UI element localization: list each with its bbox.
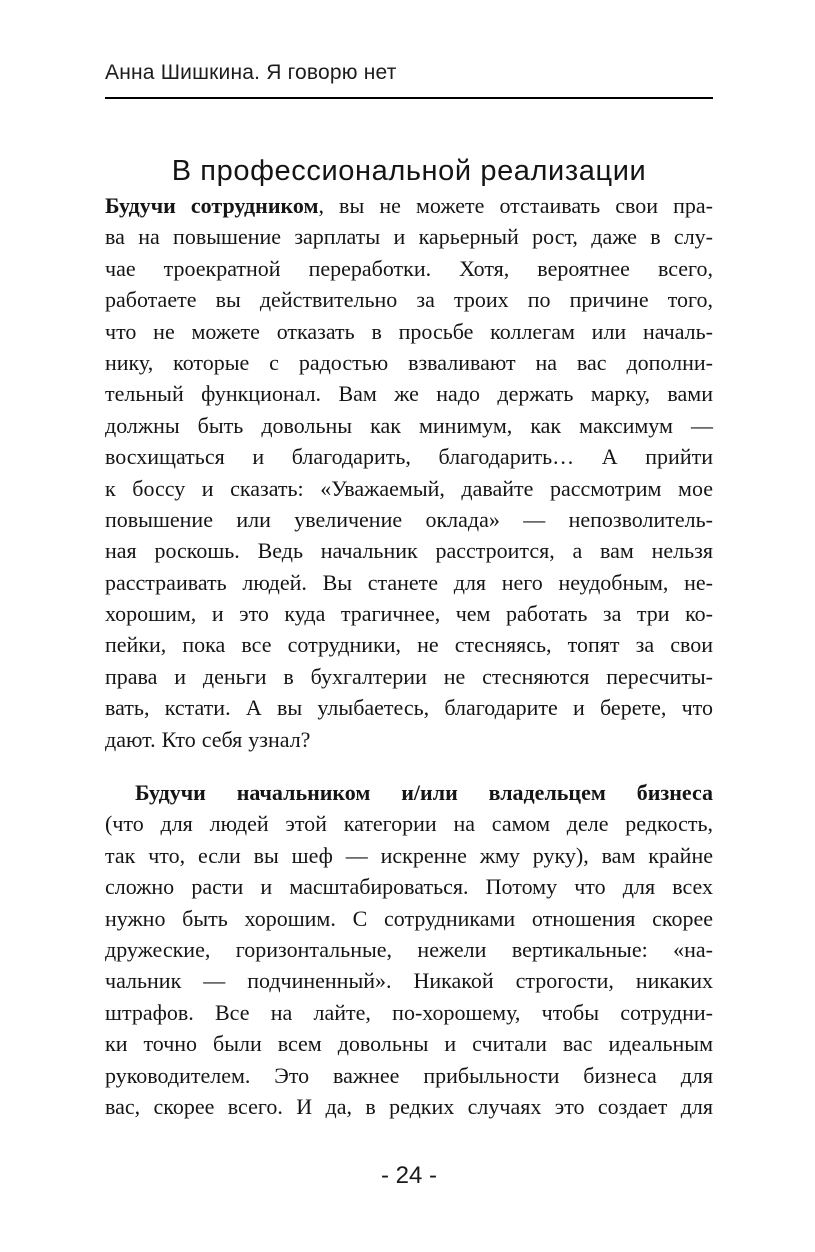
text-line: руководителем. Это важнее прибыльности бизнеса для [105, 1062, 713, 1088]
header-divider-rule [105, 97, 713, 99]
text-line: ная роскошь. Ведь начальник расстроится, а вам нельзя [105, 538, 713, 564]
paragraph [105, 777, 713, 1122]
text-line: что не можете отказать в просьбе коллегам или началь- [105, 318, 713, 344]
text-line: хорошим, и это куда трагичнее, чем работать за три ко- [105, 601, 713, 627]
text-line: чальник — подчиненный». Никакой строгости, никаких [105, 968, 713, 994]
text-line: восхищаться и благодарить, благодарить… А прийти [105, 444, 713, 470]
body-text [105, 190, 713, 1122]
text-line: нику, которые с радостью взваливают на вас дополни- [105, 349, 713, 375]
text-line: расстраивать людей. Вы станете для него неудобным, не- [105, 569, 713, 595]
bold-lead: Будучи начальником и/или владельцем бизнеса [135, 780, 713, 806]
text-line: штрафов. Все на лайте, по-хорошему, чтобы сотрудни- [105, 999, 713, 1025]
page-number: - 24 - [380, 1162, 437, 1189]
text-line: вать, кстати. А вы улыбаетесь, благодарите и берете, что [105, 695, 713, 721]
text-line: тельный функционал. Вам же надо держать марку, вами [105, 381, 713, 407]
text-line [105, 777, 713, 808]
text-line: пейки, пока все сотрудники, не стесняясь, топят за свои [105, 632, 713, 658]
text-line: к боссу и сказать: «Уважаемый, давайте рассмотрим мое [105, 475, 713, 501]
text-line: работаете вы действительно за троих по причине того, [105, 287, 713, 313]
text-line: нужно быть хорошим. С сотрудниками отношения скорее [105, 905, 713, 931]
text-line: Будучи сотрудником, вы не можете отстаивать свои пра- [105, 193, 713, 218]
text-line: права и деньги в бухгалтерии не стесняются пересчиты- [105, 663, 713, 689]
text-line: дают. Кто себя узнал? [105, 726, 311, 752]
text-line: дружеские, горизонтальные, нежели вертикальные: «на- [105, 936, 713, 962]
text-line: так что, если вы шеф — искренне жму руку), вам крайне [105, 842, 713, 868]
chapter-title: В профессиональной реализации [171, 155, 647, 188]
text-line: (что для людей этой категории на самом деле редкость, [105, 811, 713, 837]
text-line: должны быть довольны как минимум, как максимум — [105, 412, 713, 438]
text-line: сложно расти и масштабироваться. Потому что для всех [105, 874, 713, 900]
text-line: чае троекратной переработки. Хотя, вероятнее всего, [105, 255, 713, 281]
text-line: ки точно были всем довольны и считали вас идеальным [105, 1031, 713, 1057]
running-header: Анна Шишкина. Я говорю нет [105, 61, 397, 84]
bold-lead: Будучи сотрудником [105, 193, 319, 218]
text-line: повышение или увеличение оклада» — непозволитель- [105, 506, 713, 532]
text-line: ва на повышение зарплаты и карьерный рост, даже в слу- [105, 224, 713, 250]
text-line: вас, скорее всего. И да, в редких случаях это создает для [105, 1093, 713, 1119]
paragraph [105, 190, 713, 755]
